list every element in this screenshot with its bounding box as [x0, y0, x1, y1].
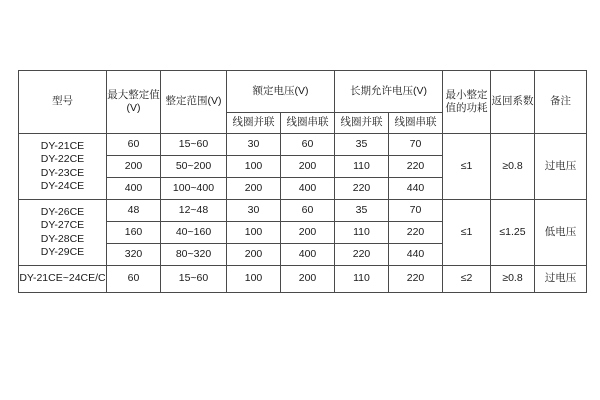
subheader-rated-parallel: 线圈并联	[227, 113, 281, 134]
cell-rated-parallel: 30	[227, 200, 281, 222]
cell-max-setting: 160	[107, 222, 161, 244]
cell-long-series: 220	[389, 222, 443, 244]
cell-rated-parallel: 30	[227, 134, 281, 156]
cell-long-series: 440	[389, 244, 443, 266]
cell-remark: 低电压	[535, 200, 587, 266]
cell-return-coefficient: ≥0.8	[491, 134, 535, 200]
cell-setting-range: 15~60	[161, 266, 227, 293]
table-header-row	[19, 71, 587, 113]
cell-setting-range: 80~320	[161, 244, 227, 266]
cell-long-series: 70	[389, 200, 443, 222]
cell-setting-range: 100~400	[161, 178, 227, 200]
header-rated-voltage: 额定电压(V)	[227, 71, 335, 113]
cell-rated-parallel: 100	[227, 266, 281, 293]
cell-long-parallel: 110	[335, 222, 389, 244]
cell-rated-series: 200	[281, 266, 335, 293]
cell-rated-parallel: 200	[227, 244, 281, 266]
cell-long-parallel: 220	[335, 244, 389, 266]
cell-rated-series: 60	[281, 134, 335, 156]
model-name: DY-21CE	[40, 140, 85, 153]
cell-min-power: ≤1	[443, 134, 491, 200]
cell-setting-range: 15~60	[161, 134, 227, 156]
cell-long-series: 70	[389, 134, 443, 156]
model-name: DY-29CE	[40, 245, 85, 258]
cell-max-setting: 400	[107, 178, 161, 200]
cell-rated-series: 400	[281, 178, 335, 200]
table-row	[19, 266, 587, 293]
model-group-cell	[19, 200, 107, 266]
spec-table-container	[18, 70, 582, 293]
header-min-power: 最小整定值的功耗	[443, 71, 491, 134]
header-max-setting: 最大整定值(V)	[107, 71, 161, 134]
cell-rated-series: 200	[281, 222, 335, 244]
cell-rated-series: 200	[281, 156, 335, 178]
cell-rated-series: 400	[281, 244, 335, 266]
model-group-cell: DY-21CE~24CE/C	[19, 266, 107, 293]
cell-long-parallel: 110	[335, 156, 389, 178]
model-name: DY-27CE	[40, 219, 85, 232]
model-name: DY-26CE	[40, 206, 85, 219]
cell-long-series: 220	[389, 266, 443, 293]
model-group-cell	[19, 134, 107, 200]
model-name: DY-24CE	[40, 179, 85, 192]
cell-long-parallel: 35	[335, 200, 389, 222]
cell-max-setting: 60	[107, 266, 161, 293]
header-model: 型号	[19, 71, 107, 134]
subheader-rated-series: 线圈串联	[281, 113, 335, 134]
model-name: DY-23CE	[40, 166, 85, 179]
cell-return-coefficient: ≥0.8	[491, 266, 535, 293]
cell-long-parallel: 110	[335, 266, 389, 293]
header-return-coefficient: 返回系数	[491, 71, 535, 134]
header-setting-range: 整定范围(V)	[161, 71, 227, 134]
cell-max-setting: 320	[107, 244, 161, 266]
cell-long-parallel: 220	[335, 178, 389, 200]
subheader-long-series: 线圈串联	[389, 113, 443, 134]
header-long-term-voltage: 长期允许电压(V)	[335, 71, 443, 113]
model-name: DY-22CE	[40, 153, 85, 166]
cell-return-coefficient: ≤1.25	[491, 200, 535, 266]
cell-remark: 过电压	[535, 266, 587, 293]
cell-setting-range: 40~160	[161, 222, 227, 244]
model-name: DY-28CE	[40, 232, 85, 245]
cell-long-series: 440	[389, 178, 443, 200]
subheader-long-parallel: 线圈并联	[335, 113, 389, 134]
cell-remark: 过电压	[535, 134, 587, 200]
relay-spec-table	[18, 70, 587, 293]
cell-long-parallel: 35	[335, 134, 389, 156]
cell-max-setting: 48	[107, 200, 161, 222]
cell-rated-parallel: 100	[227, 222, 281, 244]
cell-min-power: ≤1	[443, 200, 491, 266]
cell-long-series: 220	[389, 156, 443, 178]
table-row	[19, 134, 587, 156]
table-row	[19, 200, 587, 222]
cell-max-setting: 60	[107, 134, 161, 156]
cell-rated-parallel: 200	[227, 178, 281, 200]
header-remark: 备注	[535, 71, 587, 134]
cell-max-setting: 200	[107, 156, 161, 178]
cell-rated-series: 60	[281, 200, 335, 222]
cell-setting-range: 50~200	[161, 156, 227, 178]
cell-setting-range: 12~48	[161, 200, 227, 222]
cell-min-power: ≤2	[443, 266, 491, 293]
cell-rated-parallel: 100	[227, 156, 281, 178]
